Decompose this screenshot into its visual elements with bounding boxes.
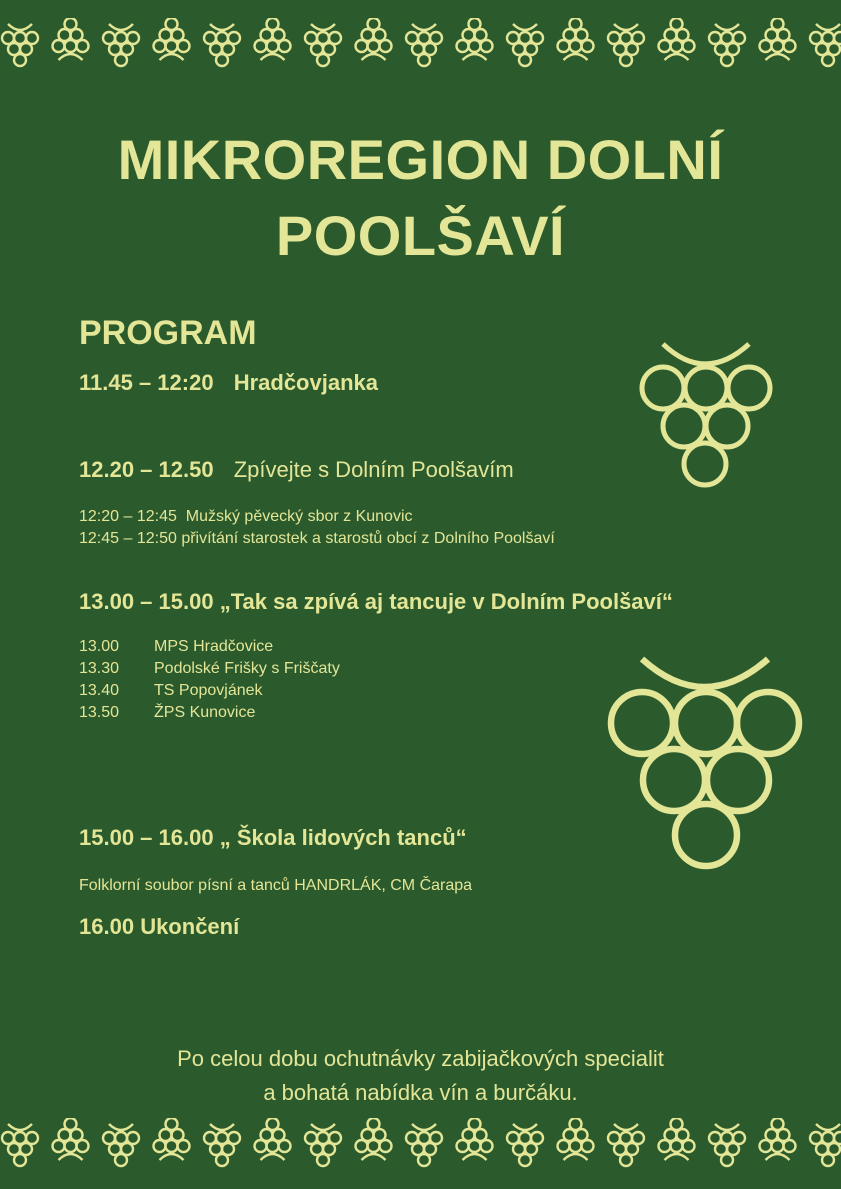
- small-grape-icon: [760, 18, 796, 60]
- title-line-1: MIKROREGION DOLNÍ: [117, 128, 724, 191]
- top-grape-border: [0, 18, 841, 70]
- item-time: 13.50: [79, 704, 120, 721]
- list-item: [79, 658, 340, 680]
- small-grape-icon: [255, 18, 291, 60]
- list-item: [79, 702, 340, 724]
- list-item: 12:20 – 12:45 Mužský pěvecký sbor z Kunovic: [79, 508, 413, 525]
- grape-bunch-icon: [602, 655, 812, 870]
- block-name: Hradčovjanka: [233, 370, 378, 395]
- small-grape-icon: [204, 24, 240, 66]
- block-time: 12.20 – 12.50: [79, 457, 214, 482]
- small-grape-icon: [103, 1124, 139, 1166]
- block-time: 11.45 – 12:20: [79, 370, 214, 395]
- small-grape-icon: [53, 18, 89, 60]
- program-block-1: [79, 370, 378, 396]
- small-grape-icon: [709, 24, 745, 66]
- small-grape-icon: [2, 1124, 38, 1166]
- small-grape-icon: [255, 1118, 291, 1160]
- item-name: TS Popovjánek: [154, 682, 263, 699]
- small-grape-icon: [305, 24, 341, 66]
- small-grape-icon: [103, 24, 139, 66]
- program-block-2-items: [79, 506, 555, 550]
- small-grape-icon: [356, 18, 392, 60]
- block-name: „Tak sa zpívá aj tancuje v Dolním Poolšaví“: [219, 589, 673, 614]
- small-grape-icon: [760, 1118, 796, 1160]
- small-grape-icon: [608, 24, 644, 66]
- small-grape-icon: [154, 1118, 190, 1160]
- list-item: [79, 680, 340, 702]
- item-name: Podolské Frišky s Friščaty: [154, 660, 340, 677]
- title-line-2: POOLŠAVÍ: [275, 204, 566, 267]
- program-block-4-description: Folklorní soubor písní a tanců HANDRLÁK, CM Čarapa: [79, 877, 473, 894]
- item-name: ŽPS Kunovice: [154, 704, 256, 721]
- page-title: [0, 122, 841, 274]
- small-grape-icon: [659, 1118, 695, 1160]
- item-time: 13.00: [79, 638, 120, 655]
- small-grape-icon: [558, 1118, 594, 1160]
- block-time: 13.00 – 15.00: [79, 589, 214, 614]
- small-grape-icon: [406, 1124, 442, 1166]
- list-item: 12:45 – 12:50 přivítání starostek a starostů obcí z Dolního Poolšaví: [79, 530, 555, 547]
- item-name: MPS Hradčovice: [154, 638, 274, 655]
- item-time: 13.40: [79, 682, 120, 699]
- grape-bunch-icon: [633, 340, 778, 490]
- program-block-2: [79, 457, 514, 483]
- bottom-grape-border: [0, 1118, 841, 1170]
- program-block-4: [79, 825, 467, 851]
- footer-line-2: a bohatá nabídka vín a burčáku.: [263, 1080, 578, 1105]
- small-grape-icon: [709, 1124, 745, 1166]
- small-grape-icon: [659, 18, 695, 60]
- small-grape-icon: [457, 1118, 493, 1160]
- grape-border-top-icon: [0, 18, 841, 70]
- list-item: [79, 636, 340, 658]
- block-name: „ Škola lidových tanců“: [219, 825, 467, 850]
- small-grape-icon: [558, 18, 594, 60]
- small-grape-icon: [457, 18, 493, 60]
- small-grape-icon: [810, 24, 841, 66]
- footer-line-1: Po celou dobu ochutnávky zabijačkových specialit: [177, 1046, 664, 1071]
- small-grape-icon: [2, 24, 38, 66]
- small-grape-icon: [507, 24, 543, 66]
- small-grape-icon: [810, 1124, 841, 1166]
- block-time: 16.00: [79, 914, 135, 939]
- footer-note: [0, 1042, 841, 1110]
- program-block-5: [79, 914, 239, 940]
- block-name: Zpívejte s Dolním Poolšavím: [233, 457, 514, 482]
- program-block-3: [79, 589, 673, 615]
- small-grape-icon: [507, 1124, 543, 1166]
- small-grape-icon: [53, 1118, 89, 1160]
- small-grape-icon: [608, 1124, 644, 1166]
- small-grape-icon: [406, 24, 442, 66]
- block-name: Ukončení: [140, 914, 240, 939]
- small-grape-icon: [356, 1118, 392, 1160]
- program-heading: PROGRAM: [79, 314, 257, 352]
- grape-border-bottom-icon: [0, 1118, 841, 1170]
- small-grape-icon: [305, 1124, 341, 1166]
- block-time: 15.00 – 16.00: [79, 825, 214, 850]
- small-grape-icon: [154, 18, 190, 60]
- program-block-3-items: [79, 636, 340, 724]
- small-grape-icon: [204, 1124, 240, 1166]
- item-time: 13.30: [79, 660, 120, 677]
